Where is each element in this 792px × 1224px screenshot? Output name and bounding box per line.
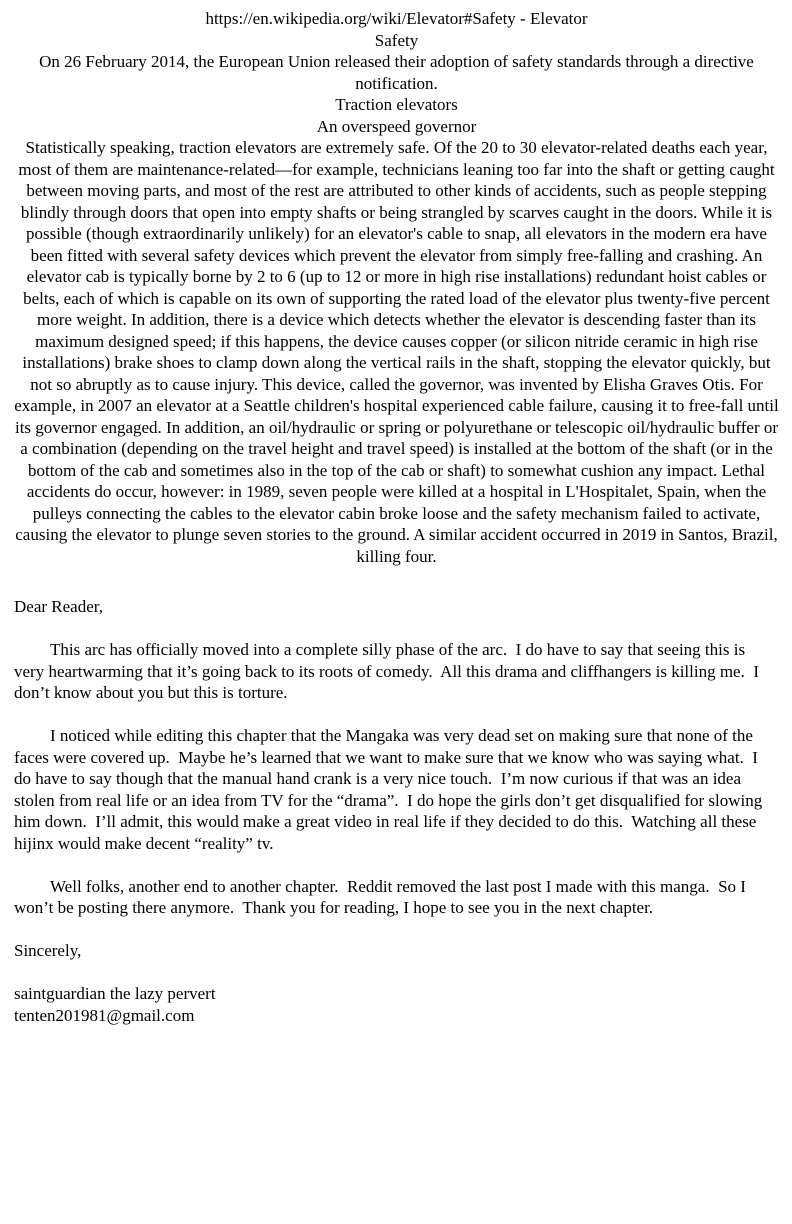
- wiki-excerpt-block: [14, 8, 779, 567]
- source-url-line: https://en.wikipedia.org/wiki/Elevator#Safety - Elevator: [205, 9, 588, 28]
- wiki-body-paragraph: Statistically speaking, traction elevators are extremely safe. Of the 20 to 30 elevator-related deaths each year, most of them are maintenance-related—for example, technicians leaning too far into the shaft or getting caught between moving parts, and most of the rest are attributed to other kinds of accidents, such as people stepping blindly through doors that open into empty shafts or being strangled by scarves caught in the doors. While it is possible (though extraordinarily unlikely) for an elevator's cable to snap, all elevators in the modern era have been fitted with several safety devices which prevent the elevator from simply free-falling and crashing. An elevator cab is typically borne by 2 to 6 (up to 12 or more in high rise installations) redundant hoist cables or belts, each of which is capable on its own of supporting the rated load of the elevator plus twenty-five percent more weight. In addition, there is a device which detects whether the elevator is descending faster than its maximum designed speed; if this happens, the device causes copper (or silicon nitride ceramic in high rise installations) brake shoes to clamp down along the vertical rails in the shaft, stopping the elevator quickly, but not so abruptly as to cause injury. This device, called the governor, was invented by Elisha Graves Otis. For example, in 2007 an elevator at a Seattle children's hospital experienced cable failure, causing it to free-fall until its governor engaged. In addition, an oil/hydraulic or spring or polyurethane or telescopic oil/hydraulic buffer or a combination (depending on the travel height and travel speed) is installed at the bottom of the shaft (or in the bottom of the cab and sometimes also in the top of the cab or shaft) to somewhat cushion any impact. Lethal accidents do occur, however: in 1989, seven people were killed at a hospital in L'Hospitalet, Spain, when the pulleys connecting the cables to the elevator cabin broke loose and the safety mechanism failed to activate, causing the elevator to plunge seven stories to the ground. A similar accident occurred in 2019 in Santos, Brazil, killing four.: [14, 138, 779, 566]
- wiki-subheading-traction-elevators: Traction elevators: [335, 95, 458, 114]
- wiki-section-title: Safety: [374, 30, 419, 50]
- editor-letter: [14, 596, 779, 1026]
- letter-closing: Sincerely,: [14, 941, 82, 960]
- letter-salutation: Dear Reader,: [14, 597, 103, 616]
- wiki-intro-paragraph: On 26 February 2014, the European Union released their adoption of safety standards through a directive notification.: [39, 52, 754, 93]
- letter-paragraph-2: I noticed while editing this chapter that the Mangaka was very dead set on making sure that none of the faces were covered up. Maybe he’s learned that we want to make sure that we know who was saying what. I do have to say though that the manual hand crank is a very nice touch. I’m now curious if that was an idea stolen from real life or an idea from TV for the “drama”. I do hope the girls don’t get disqualified for slowing him down. I’ll admit, this would make a great video in real life if they decided to do this. Watching all these hijinx would make decent “reality” tv.: [14, 726, 767, 853]
- letter-email: tenten201981@gmail.com: [14, 1005, 195, 1025]
- letter-paragraph-3: Well folks, another end to another chapter. Reddit removed the last post I made with this manga. So I won’t be posting there anymore. Thank you for reading, I hope to see you in the next chapter.: [14, 876, 751, 917]
- letter-paragraph-1: This arc has officially moved into a complete silly phase of the arc. I do have to say that seeing this is very heartwarming that it’s going back to its roots of comedy. All this drama and cliffhangers is killing me. I don’t know about you but this is torture.: [14, 640, 764, 702]
- letter-signature: saintguardian the lazy pervert: [14, 984, 216, 1003]
- wiki-subheading-overspeed-governor: An overspeed governor: [316, 116, 477, 136]
